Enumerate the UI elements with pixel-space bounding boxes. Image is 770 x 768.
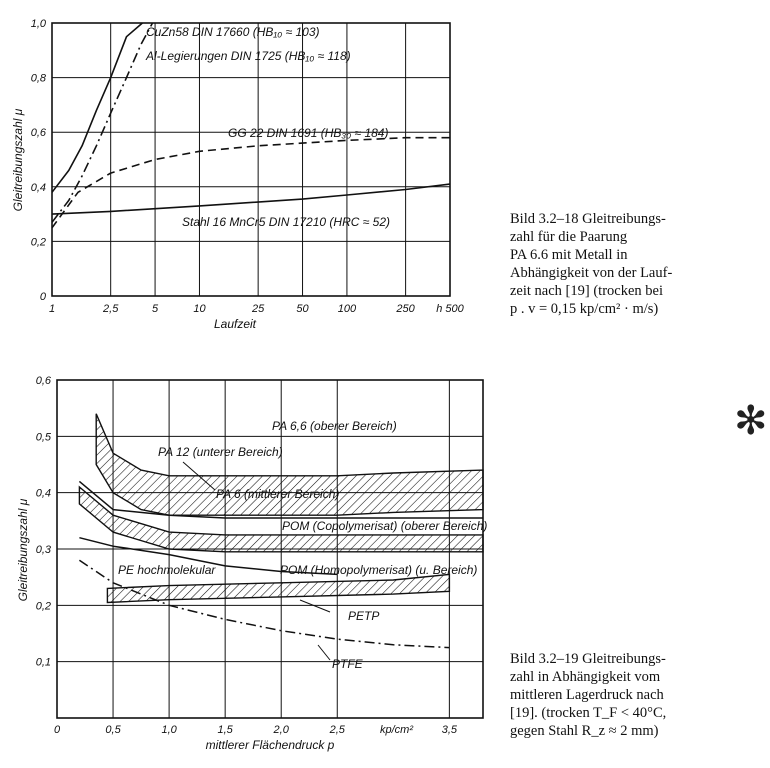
- label-gg22: GG 22 DIN 1691 (HB₃₀ ≈ 184): [228, 126, 389, 140]
- chart2-xtick-label: 3,5: [441, 724, 458, 736]
- chart1-xtick-label: 10: [193, 303, 206, 315]
- label-pom-homopolymerisat: POM (Homopolymerisat) (u. Bereich): [280, 563, 478, 577]
- label-cuzn58: CuZn58 DIN 17660 (HB₁₀ ≈ 103): [146, 25, 320, 39]
- chart-3-2-18: [11, 18, 465, 331]
- chart1-xtick-label: 2,5: [103, 303, 119, 315]
- caption1-line: Abhängigkeit von der Lauf-: [510, 265, 673, 281]
- petp-leader: [300, 600, 330, 612]
- label-pa12: PA 12 (unterer Bereich): [158, 445, 283, 459]
- chart2-ytick-label: 0,5: [35, 431, 51, 444]
- chart2-ylabel: Gleitreibungszahl μ: [16, 498, 30, 602]
- label-al-legierungen: Al-Legierungen DIN 1725 (HB₁₀ ≈ 118): [146, 49, 351, 63]
- chart2-xlabel: mittlerer Flächendruck p: [205, 738, 335, 752]
- caption2-line: zahl in Abhängigkeit vom: [510, 669, 661, 685]
- chart2-ytick-label: 0,6: [35, 375, 51, 387]
- label-stahl: Stahl 16 MnCr5 DIN 17210 (HRC ≈ 52): [182, 215, 391, 229]
- chart2-band-2: [107, 574, 449, 602]
- chart2-xtick-label: 1,5: [217, 724, 233, 736]
- chart2-xtick-label: 2,5: [329, 724, 345, 736]
- chart2-ytick-label: 0,3: [35, 544, 51, 556]
- label-petp: PETP: [348, 609, 380, 623]
- caption2-line: gegen Stahl R_z ≈ 2 mm): [510, 723, 659, 739]
- caption1-line: Bild 3.2–18 Gleitreibungs-: [510, 211, 666, 227]
- caption1-line: PA 6.6 mit Metall in: [510, 247, 628, 263]
- caption2-line: [19]. (trocken T_F < 40°C,: [510, 705, 667, 721]
- chart1-xtick-label: 250: [396, 303, 415, 315]
- chart1-xtick-label: 100: [337, 303, 357, 315]
- chart1-xtick-label: 25: [252, 303, 265, 315]
- chart1-series-line-1: [52, 23, 153, 222]
- chart2-xtick-label: 0: [53, 724, 61, 736]
- chart1-series-line-0: [52, 23, 142, 192]
- chart1-xtick-label: 50: [296, 303, 309, 315]
- caption1-line: p . v = 0,15 kp/cm² · m/s): [510, 301, 659, 317]
- chart2-ytick-label: 0,1: [35, 656, 51, 669]
- caption-bild-3-2-18: [510, 210, 672, 318]
- asterisk-mark: ✻: [734, 398, 768, 444]
- chart1-ytick-label: 0,2: [30, 236, 46, 249]
- chart1-ytick-label: 0,6: [30, 127, 46, 140]
- caption2-line: mittleren Lagerdruck nach: [510, 687, 664, 703]
- chart1-ytick-label: 0,4: [30, 181, 46, 194]
- label-ptfe: PTFE: [332, 657, 363, 671]
- chart2-xtick-label: 0,5: [105, 724, 121, 736]
- chart1-xlabel: Laufzeit: [213, 317, 257, 331]
- chart1-xtick-label: h 500: [436, 303, 464, 315]
- caption2-line: Bild 3.2–19 Gleitreibungs-: [510, 651, 666, 667]
- chart1-ylabel: Gleitreibungszahl μ: [11, 108, 25, 212]
- label-pom-copolymerisat: POM (Copolymerisat) (oberer Bereich): [282, 519, 488, 533]
- caption1-line: zahl für die Paarung: [510, 229, 628, 245]
- chart2-xtick-label: 2,0: [273, 724, 289, 736]
- label-pa66: PA 6,6 (oberer Bereich): [272, 419, 397, 433]
- ptfe-leader: [318, 645, 330, 660]
- chart1-xtick-label: 5: [152, 303, 159, 315]
- chart1-xtick-label: 1: [48, 303, 56, 315]
- chart2-xunit: kp/cm²: [380, 724, 413, 736]
- chart2-ytick-label: 0,2: [35, 600, 51, 613]
- chart1-series-line-3: [52, 184, 450, 214]
- caption1-line: zeit nach [19] (trocken bei: [510, 283, 663, 299]
- chart1-ytick-label: 0: [39, 291, 46, 303]
- label-pe: PE hochmolekular: [118, 563, 216, 577]
- chart1-ytick-label: 0,8: [30, 72, 46, 85]
- chart1-ytick-label: 1,0: [30, 18, 46, 30]
- chart1-frame: [52, 23, 450, 296]
- label-pa6: PA 6 (mittlerer Bereich): [216, 487, 340, 501]
- caption-bild-3-2-19: [510, 650, 666, 740]
- chart-3-2-19: [16, 375, 487, 752]
- chart2-ytick-label: 0,4: [35, 487, 51, 500]
- chart2-xtick-label: 1,0: [161, 724, 177, 736]
